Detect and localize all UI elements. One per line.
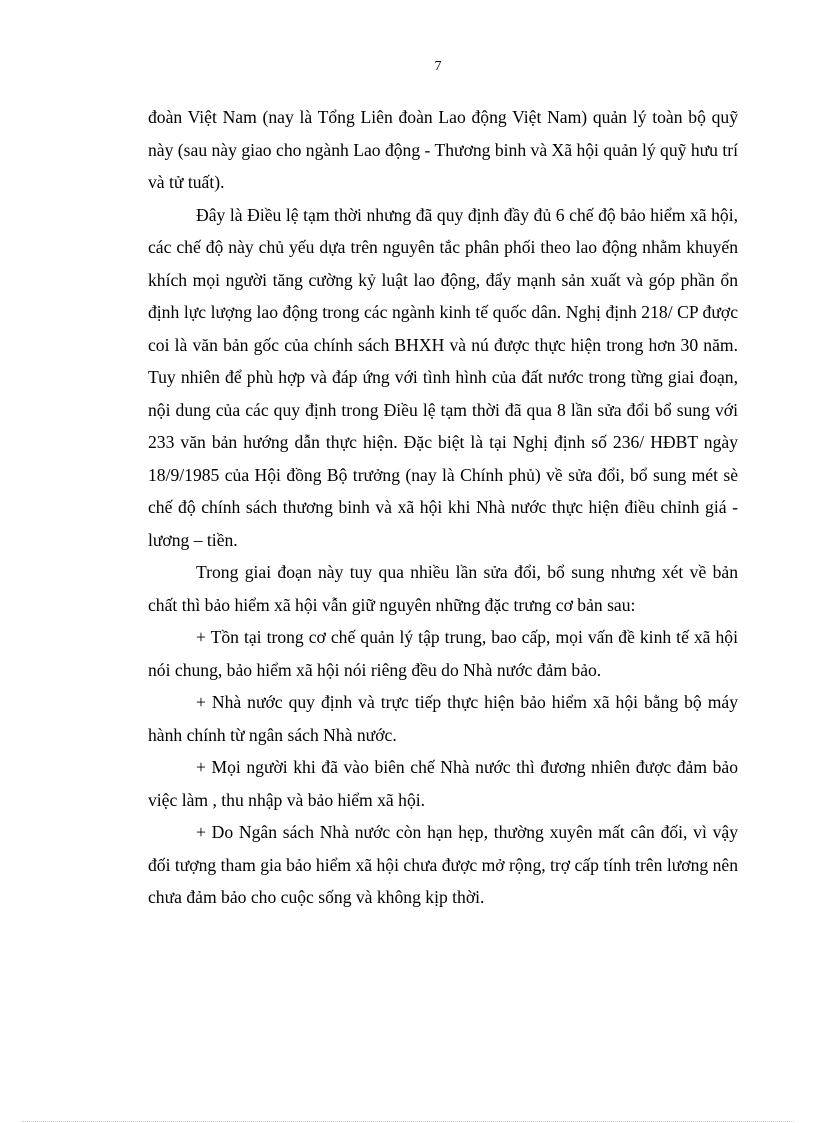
paragraph-regulation-summary: Đây là Điều lệ tạm thời nhưng đã quy định đầy đủ 6 chế độ bảo hiểm xã hội, các chế độ này chủ yếu dựa trên nguyên tắc phân phối theo lao động nhằm khuyến khích mọi người tăng cường kỷ luật lao động, đẩy mạnh sản xuất và góp phần ổn định lực lượng lao động trong các ngành kinh tế quốc dân. Nghị định 218/ CP được coi là văn bản gốc của chính sách BHXH và nú được thực hiện trong hơn 30 năm. Tuy nhiên để phù hợp và đáp ứng với tình hình của đất nước trong từng giai đoạn, nội dung của các quy định trong Điều lệ tạm thời đã qua 8 lần sửa đổi bổ sung với 233 văn bản hướng dẫn thực hiện. Đặc biệt là tại Nghị định số 236/ HĐBT ngày 18/9/1985 của Hội đồng Bộ trưởng (nay là Chính phủ) về sửa đổi, bổ sung mét sè chế độ chính sách thương binh và xã hội khi Nhà nước thực hiện điều chỉnh giá - lương – tiền. (148, 204, 738, 550)
page-number: 7 (434, 59, 442, 74)
bullet-limited-budget: + Do Ngân sách Nhà nước còn hạn hẹp, thường xuyên mất cân đối, vì vậy đối tượng tham gia bảo hiểm xã hội chưa được mở rộng, trợ cấp tính trên lương nên chưa đảm bảo cho cuộc sống và không kịp thời. (148, 822, 738, 907)
bullet-centralized-management: + Tồn tại trong cơ chế quản lý tập trung, bao cấp, mọi vấn đề kinh tế xã hội nói chung, bảo hiểm xã hội nói riêng đều do Nhà nước đảm bảo. (148, 627, 738, 680)
bullet-state-administration: + Nhà nước quy định và trực tiếp thực hiện bảo hiểm xã hội bằng bộ máy hành chính từ ngân sách Nhà nước. (148, 692, 738, 745)
body-text (148, 101, 738, 914)
page-bottom-divider (22, 1121, 794, 1122)
paragraph-characteristics-intro: Trong giai đoạn này tuy qua nhiều lần sửa đổi, bổ sung nhưng xét về bản chất thì bảo hiểm xã hội vẫn giữ nguyên những đặc trưng cơ bản sau: (148, 562, 738, 615)
bullet-guaranteed-employment: + Mọi người khi đã vào biên chế Nhà nước thì đương nhiên được đảm bảo việc làm , thu nhập và bảo hiểm xã hội. (148, 757, 738, 810)
paragraph-continuation: đoàn Việt Nam (nay là Tổng Liên đoàn Lao động Việt Nam) quản lý toàn bộ quỹ này (sau này giao cho ngành Lao động - Thương binh và Xã hội quản lý quỹ hưu trí và tử tuất). (148, 107, 738, 192)
